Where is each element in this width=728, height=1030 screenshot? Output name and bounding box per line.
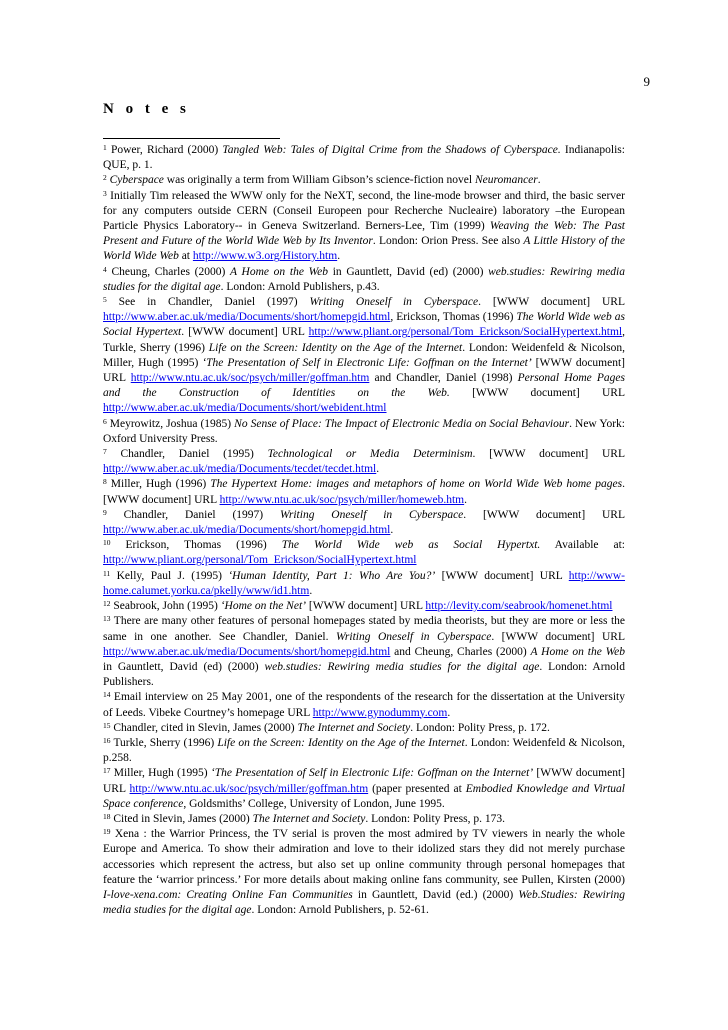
footnote: [103, 827, 625, 918]
footnote-text: . London: Orion Press. See also: [372, 235, 524, 248]
footnote-text: , Turkle, Sherry (1996): [103, 326, 625, 354]
footnote-title: Life on the Screen: Identity on the Age of the Internet: [208, 341, 463, 354]
footnote-number: 4: [103, 264, 107, 274]
footnote-text: . [WWW document] URL: [472, 448, 625, 461]
footnote-text: .: [447, 706, 451, 719]
footnote-title: The World Wide web as Social Hypertext: [103, 311, 625, 339]
footnote-text: Email interview on 25 May 2001, one of the respondents of the research for the dissertation at the University of Leeds. Vibeke Courtney’s homepage URL: [103, 691, 625, 719]
footnote-title: Personal Home Pages and the Construction of Identities on the Web.: [103, 372, 625, 400]
footnote-link[interactable]: http://www.ntu.ac.uk/soc/psych/miller/homeweb.htm: [219, 493, 465, 506]
footnote-title: web.studies: Rewiring media studies for the digital age: [264, 660, 540, 673]
footnote-text: . London: Polity Press, p. 172.: [410, 721, 550, 734]
footnote-number: 9: [103, 507, 107, 517]
footnote-number: 19: [103, 827, 111, 837]
footnote-text: Miller, Hugh (1995): [110, 767, 211, 780]
footnote-link[interactable]: http://www.ntu.ac.uk/soc/psych/miller/goffman.htm: [129, 782, 369, 795]
footnote-text: Cheung, Charles (2000): [106, 265, 230, 278]
footnote-number: 3: [103, 188, 107, 198]
footnote-link[interactable]: http://www-home.calumet.yorku.ca/pkelly/www/id1.htm: [103, 569, 626, 597]
footnote-title: Web.Studies: Rewiring media studies for the digital age: [103, 888, 625, 917]
footnote-title: ‘Human Identity, Part 1: Who Are You?’: [228, 569, 436, 582]
footnote-text: .: [464, 493, 467, 506]
footnote-text: Chandler, cited in Slevin, James (2000): [110, 721, 298, 734]
footnote-link[interactable]: http://www.aber.ac.uk/media/Documents/short/homepgid.html: [103, 524, 391, 537]
footnote-text: Xena : the Warrior Princess, the TV serial is proven the most admired by TV viewers in nearly the whole Europe and America. To show their admiration and love to their idolized stars they did not merely purchase accessories which represent the actress, but also set up online community through personal homepages that feature the ‘warrior princess.’ For more details about making online fans community, see Pullen, Kirsten (2000): [103, 828, 625, 886]
footnote: [103, 812, 625, 827]
footnote-link[interactable]: http://levity.com/seabrook/homenet.html: [425, 600, 613, 613]
footnote: [103, 599, 625, 614]
footnote: [103, 447, 625, 477]
footnote-text: Initially Tim released the WWW only for the NeXT, second, the line-mode browser and third, the basic server for any computers outside CERN (Conseil Europeen pour Recherche Nucleaire) laboratory –the European Particle Physics Laboratory-- in Geneva Switzerland. Berners-Lee, Tim (1999): [103, 189, 625, 233]
footnote-title: Embodied Knowledge and Virtual Space conference: [103, 782, 626, 810]
footnote-number: 6: [103, 416, 107, 426]
page-number: 9: [643, 74, 650, 89]
footnote-text: .: [309, 584, 313, 597]
footnote-text: and Chandler, Daniel (1998): [369, 372, 518, 385]
footnote-title: A Home on the Web: [530, 645, 625, 658]
footnote: [103, 614, 625, 690]
footnote-title: I-love-xena.com: Creating Online Fan Communities: [103, 888, 353, 901]
footnote-text: .: [537, 174, 541, 187]
footnote-title: A Home on the Web: [230, 265, 329, 278]
footnote: [103, 766, 625, 812]
footnote-text: . [WWW document] URL: [491, 630, 625, 643]
footnote-text: . [WWW document] URL: [478, 296, 625, 309]
footnote: [103, 173, 625, 188]
footnote-text: Chandler, Daniel (1997): [106, 508, 280, 521]
footnote-text: . London: Arnold Publishers, p.43.: [220, 280, 380, 293]
footnote-separator: [103, 138, 280, 139]
footnote: [103, 508, 625, 538]
footnote-title: Technological or Media Determinism: [267, 448, 473, 461]
footnote-text: (paper presented at: [368, 782, 466, 795]
footnote-text: . [WWW document] URL: [463, 508, 625, 521]
footnote-title: Cyberspace: [109, 174, 164, 187]
footnote-text: See in Chandler, Daniel (1997): [106, 296, 310, 309]
footnote-number: 15: [103, 720, 111, 730]
footnote-link[interactable]: http://www.w3.org/History.htm: [192, 250, 338, 263]
notes-list: [103, 143, 625, 918]
footnote-text: , Erickson, Thomas (1996): [390, 311, 517, 324]
footnote-title: Neuromancer: [474, 174, 538, 187]
footnote-text: Meyrowitz, Joshua (1985): [106, 417, 235, 430]
footnote-text: was originally a term from William Gibson’s science-fiction novel: [163, 174, 475, 187]
footnote-link[interactable]: http://www.aber.ac.uk/media/Documents/short/homepgid.html: [103, 645, 391, 658]
footnote-text: Available at:: [540, 539, 625, 552]
footnote-text: Erickson, Thomas (1996): [110, 539, 282, 552]
footnote-number: 7: [103, 447, 107, 457]
footnote-text: . London: Arnold Publishers.: [103, 660, 625, 689]
footnote-number: 10: [103, 538, 111, 548]
footnote-link[interactable]: http://www.pliant.org/personal/Tom_Erickson/SocialHypertext.html: [308, 326, 623, 339]
footnote-text: There are many other features of personal homepages stated by media theorists, but they are more or less the same in one another. See Chandler, Daniel.: [103, 615, 625, 643]
footnote-text: Kelly, Paul J. (1995): [110, 569, 229, 582]
footnote-text: [WWW document] URL: [449, 387, 625, 400]
footnote-number: 14: [103, 690, 111, 700]
footnote-text: and Cheung, Charles (2000): [390, 645, 531, 658]
footnote-title: ‘The Presentation of Self in Electronic Life: Goffman on the Internet’: [210, 767, 534, 780]
footnote-title: Writing Oneself in Cyberspace: [309, 296, 479, 309]
footnote-text: at: [178, 250, 193, 263]
footnote: [103, 736, 625, 766]
footnote-text: . London: Weidenfeld & Nicolson, p.258.: [103, 736, 625, 765]
footnote-title: Weaving the Web: The Past Present and Future of the World Wide Web by Its Inventor: [103, 220, 625, 248]
footnote-title: The World Wide web as Social Hypertxt.: [281, 539, 541, 552]
footnote-text: Miller, Hugh (1996): [106, 478, 211, 491]
footnote-title: The Internet and Society: [297, 721, 411, 734]
footnote: [103, 538, 625, 568]
footnote-number: 8: [103, 477, 107, 487]
footnote-title: A Little History of the World Wide Web: [103, 235, 625, 263]
footnote-number: 5: [103, 295, 107, 305]
footnote: [103, 265, 625, 295]
footnote-number: 13: [103, 614, 111, 624]
footnote-link[interactable]: http://www.pliant.org/personal/Tom_Erickson/SocialHypertext.html: [103, 554, 417, 567]
footnote-title: Life on the Screen: Identity on the Age of the Internet: [217, 736, 465, 749]
footnote-title: ‘Home on the Net’: [220, 600, 306, 613]
footnote-number: 17: [103, 766, 111, 776]
footnote: [103, 295, 625, 417]
footnote-text: Seabrook, John (1995): [110, 600, 221, 613]
footnote-link[interactable]: http://www.aber.ac.uk/media/Documents/short/homepgid.html: [103, 311, 391, 324]
footnote-text: [WWW document] URL: [305, 600, 426, 613]
footnote-title: web.studies: Rewiring media studies for the digital age: [103, 265, 625, 293]
footnote: [103, 721, 625, 736]
footnote-text: . London: Weidenfeld & Nicolson, Miller, Hugh (1995): [103, 341, 625, 369]
footnote-title: ‘The Presentation of Self in Electronic Life: Goffman on the Internet’: [202, 356, 532, 369]
footnote: [103, 569, 625, 599]
footnote-text: . London: Polity Press, p. 173.: [365, 812, 505, 825]
footnote-number: 11: [103, 568, 111, 578]
footnote-text: . [WWW document] URL: [103, 478, 625, 506]
footnote: [103, 189, 625, 265]
footnote-text: Chandler, Daniel (1995): [106, 448, 268, 461]
footnote-number: 1: [103, 143, 107, 152]
footnote-text: Power, Richard (2000): [106, 144, 223, 156]
footnote: [103, 417, 625, 447]
footnote-title: Writing Oneself in Cyberspace: [335, 630, 492, 643]
footnote-title: Tangled Web: Tales of Digital Crime from the Shadows of Cyberspace.: [222, 144, 561, 156]
footnote-text: Cited in Slevin, James (2000): [110, 812, 253, 825]
footnote: [103, 143, 625, 173]
footnote-text: . London: Arnold Publishers, p. 52-61.: [251, 904, 429, 917]
footnote-text: Indianapolis: QUE, p. 1.: [103, 144, 625, 172]
footnote: [103, 477, 625, 507]
footnote-text: Turkle, Sherry (1996): [110, 736, 218, 749]
footnote-text: [WWW document] URL: [103, 356, 626, 385]
footnote-title: Writing Oneself in Cyberspace: [279, 508, 464, 521]
footnote-link[interactable]: http://www.ntu.ac.uk/soc/psych/miller/goffman.htm: [130, 372, 370, 385]
footnote-title: The Internet and Society: [252, 812, 366, 825]
footnote-link[interactable]: http://www.aber.ac.uk/media/Documents/short/webident.html: [103, 402, 387, 415]
footnote-title: No Sense of Place: The Impact of Electronic Media on Social Behaviour: [234, 417, 570, 430]
footnote-number: 12: [103, 599, 111, 609]
footnote-link[interactable]: http://www.aber.ac.uk/media/Documents/tecdet/tecdet.html: [103, 463, 377, 476]
footnote: [103, 690, 625, 720]
footnote-text: [WWW document] URL: [435, 569, 569, 582]
footnote-number: 18: [103, 811, 111, 821]
footnote-link[interactable]: http://www.gynodummy.com: [312, 706, 448, 719]
footnote-text: in Gauntlett, David (ed) (2000): [328, 265, 489, 278]
footnote-number: 2: [103, 173, 107, 183]
footnote-text: in Gauntlett, David (ed) (2000): [103, 660, 265, 673]
footnote-text: [WWW document] URL: [103, 767, 625, 795]
footnote-text: , Goldsmiths’ College, University of London, June 1995.: [183, 797, 445, 810]
footnote-text: in Gauntlett, David (ed.) (2000): [352, 888, 519, 901]
footnote-text: . New York: Oxford University Press.: [103, 417, 625, 445]
footnote-text: .: [337, 250, 341, 263]
footnote-number: 16: [103, 735, 111, 745]
footnote-title: The Hypertext Home: images and metaphors of home on World Wide Web home pages: [210, 478, 623, 491]
footnote-text: .: [390, 524, 394, 537]
notes-heading: N o t e s: [103, 101, 190, 117]
footnote-text: .: [376, 463, 380, 476]
footnote-text: . [WWW document] URL: [181, 326, 309, 339]
